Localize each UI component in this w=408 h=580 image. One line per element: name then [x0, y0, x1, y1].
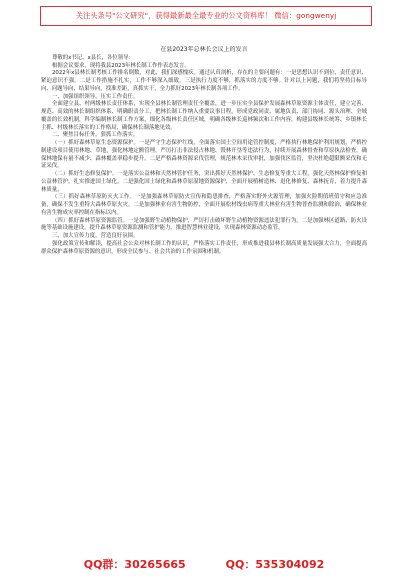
contact-footer	[0, 556, 408, 572]
qq-label: QQ：535304092	[225, 558, 325, 571]
paragraph: 强化政策宣传和解读，提高社会公众对林长制工作的认识，严格落实工作责任，形成推进我县林长制高质量发展强大合力，全面提高群众保护森林草原资源的意识，形成全民参与、社会共治的工作氛围和机制。	[41, 240, 367, 255]
salutation: 尊敬的ⅹ书记、ⅹ县长，各位领导：	[52, 54, 134, 61]
promo-banner	[40, 6, 372, 26]
promo-banner-text: 关注头条号"公文研究"，获得最新最全最专业的公文资料库！ 微信：gongwenyj	[75, 11, 337, 20]
section-heading: 一、加强组织领导，压实工作责任。	[52, 93, 139, 100]
paragraph: （二）抓好生态修复保护。一是落实公益林和天然林管护任务，突出抓好天然林保护、生态修复等重大工程，强化天然林保护修复和公益林管护，扎实推进国土绿化，二是强化国土绿化和森林草原湿地资源保护，全面开展植树造林、退化林修复、森林抚育，着力提升森林质量。	[41, 171, 367, 193]
paragraph: （一）抓好森林草原生态资源保护。一是严守生态保护红线，全面落实国土空间用途管控制度，严格执行林地保护利用规划，严格控制建设项目使用林地、草地，强化林地定额管理，严厉打击非法侵占林地、毁林开垦等违法行为，持续开展森林督查和草原执法检查，确保林地保有量不减少、森林覆盖率稳步提升。二是严格森林资源采伐管理，规范林木采伐审批，加强伐区监管，坚决杜绝超限额采伐和无证采伐。	[41, 140, 367, 170]
paragraph: 全面建立县、村两级林长责任体系，实现全县林长制管理责任全覆盖，进一步压实全县保护发展森林草原资源主体责任，建立完善、规范、高效的林长制组织体系、明确职责分工，把林长制工作纳入重要议事日程，形成党政同责、属地负责、部门协同、源头治理、全域覆盖的长效机制，科学编制林长制工作方案，细化各级林长责任区域，明确各级林长巡林频次和工作内容，构建县级林长统筹、乡镇林长主抓、村级林长落实的工作格局，确保林长制落地见效。	[41, 101, 367, 131]
document-title: 在县2023年总林长会议上的发言	[160, 46, 248, 53]
paragraph: 根据会议要求，现将我县2023年林长制工作作表态发言。	[52, 62, 190, 69]
section-heading: 三、加大宣传力度，营造良好氛围。	[52, 233, 139, 239]
paragraph: （三）抓好森林草原防灭火工作。一是加强森林草原防火宣传和隐患排查，严格落实野外火源管理，加强火险期值班值守和应急准备，确保不发生重特大森林草原火灾。二是加强林业有害生物防控，全面开展松材线虫病等重大林业有害生物普查监测和除治，确保林业有害生物成灾率控制在指标以内。	[41, 194, 367, 216]
section-heading: 二、聚焦目标任务，狠抓工作落实。	[52, 132, 139, 139]
speech-document	[41, 46, 367, 544]
qq-group-label: QQ群：30265665	[83, 558, 186, 571]
paragraph: 2022年ⅹ县林长制考核工作排名倒数，对此，我们深感愧疚。通过认真剖析，存在的主要问题有：一是思想认识不到位，责任意识、紧迫意识不强。二是工作措施不扎实，工作不够深入细致。三是执行力度不够，抓落实的力度不够。针对以上问题，我们将坚持目标导向、问题导向、结果导向，找准差距，真抓实干，全力抓好2023年林长制各项工作。	[41, 70, 367, 92]
paragraph: （四）抓好森林草原资源监管。一是加强野生动植物保护，严厉打击破坏野生动植物资源违法犯罪行为。二是加强林区道路、防火设施等基础设施建设，提升森林草原资源监测和管护能力，推进智慧林业建设，实现森林资源动态监管。	[41, 217, 367, 232]
